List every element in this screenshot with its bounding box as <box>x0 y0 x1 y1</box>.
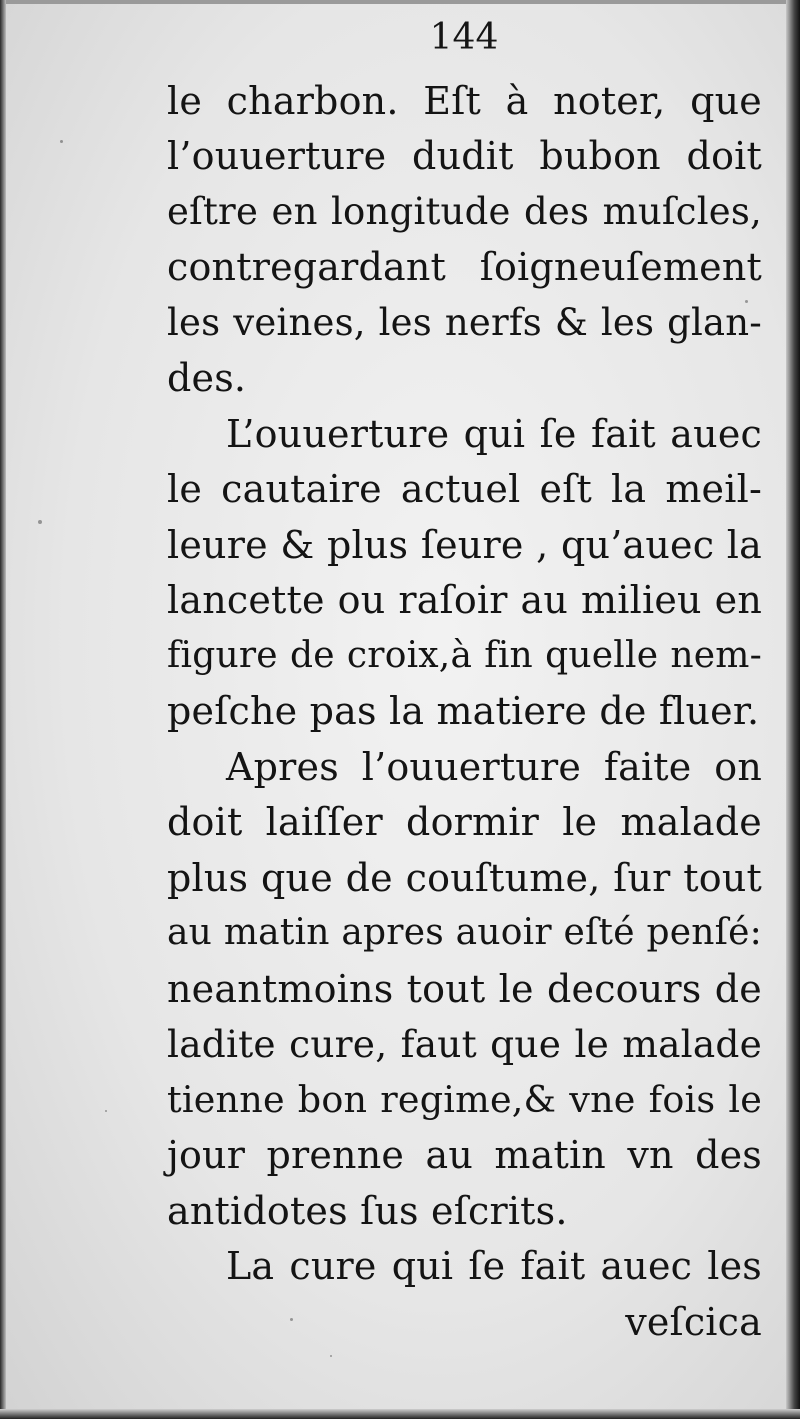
text-line: le charbon. Eſt à noter, que <box>167 79 762 123</box>
text-line: doit laiſſer dormir le malade <box>167 800 762 844</box>
page-number: 144 <box>429 17 499 58</box>
text-line: neantmoins tout le decours de <box>167 967 762 1011</box>
text-line: les veines, les nerfs & les glan- <box>167 301 762 344</box>
text-line: figure de croix,à fin quelle nem- <box>167 635 762 676</box>
text-line: tienne bon regime,& vne fois le <box>167 1078 762 1121</box>
text-line: lancette ou raſoir au milieu en <box>167 578 762 622</box>
text-line: peſche pas la matiere de fluer. <box>167 689 760 733</box>
scan-speck <box>105 1110 107 1112</box>
scan-speck <box>38 520 42 524</box>
text-line: leure & plus ſeure , qu’auec la <box>167 523 762 567</box>
text-line: ladite cure, faut que le malade <box>167 1022 762 1066</box>
text-line: contregardant ſoigneuſement <box>167 245 762 289</box>
text-line: jour prenne au matin vn des <box>167 1133 762 1177</box>
scan-speck <box>745 300 748 303</box>
scan-border-right <box>786 0 800 1419</box>
text-line: eſtre en longitude des muſcles, <box>167 190 762 233</box>
text-line: des. <box>167 356 247 400</box>
text-line: plus que de couſtume, ſur tout <box>167 856 762 900</box>
text-line: le cautaire actuel eſt la meil- <box>167 467 762 511</box>
scan-speck <box>290 1318 293 1321</box>
scan-speck <box>330 1355 332 1357</box>
text-line: L’ouuerture qui ſe fait auec <box>226 412 762 456</box>
scan-border-left <box>0 0 6 1419</box>
text-line: au matin apres auoir eſté penſé: <box>167 912 762 953</box>
text-line: l’ouuerture dudit bubon doit <box>167 134 762 178</box>
scan-speck <box>60 140 63 143</box>
text-line: Apres l’ouuerture faite on <box>226 745 762 789</box>
text-line: La cure qui ſe fait auec les <box>226 1244 762 1288</box>
scan-border-bottom <box>0 1409 800 1419</box>
catchword: veſcica <box>625 1300 762 1344</box>
scan-border-top <box>0 0 800 4</box>
text-line: antidotes ſus eſcrits. <box>167 1189 568 1233</box>
